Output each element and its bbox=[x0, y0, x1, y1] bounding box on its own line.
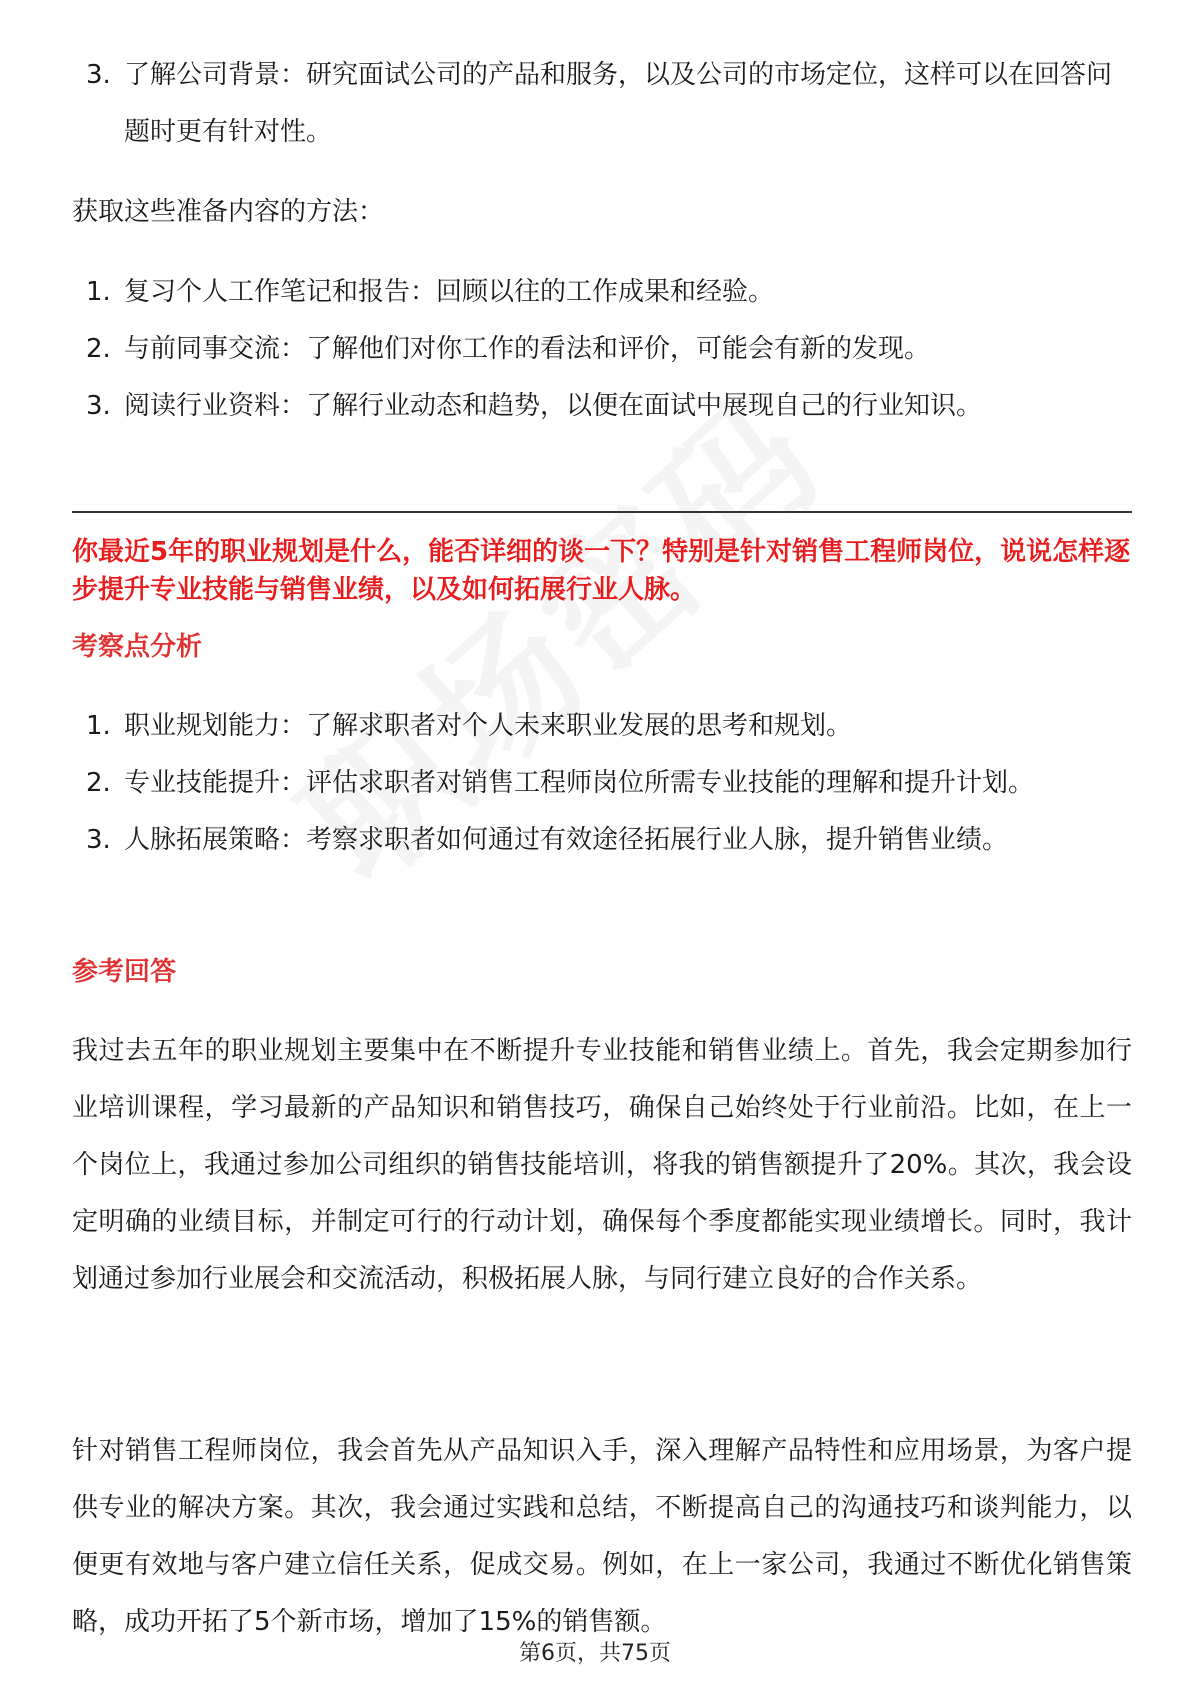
answer-paragraph: 针对销售工程师岗位，我会首先从产品知识入手，深入理解产品特性和应用场景，为客户提供专业的解决方案。其次，我会通过实践和总结，不断提高自己的沟通技巧和谈判能力，以便更有效地与客户建立信任关系，促成交易。例如，在上一家公司，我通过不断优化销售策略，成功开拓了5个新市场，增加了15%的销售额。 bbox=[72, 1436, 1132, 1637]
list-item bbox=[72, 47, 1132, 161]
list-item bbox=[72, 378, 1132, 435]
list-number: 1. bbox=[86, 277, 111, 307]
list-item bbox=[72, 755, 1132, 812]
list-item bbox=[72, 321, 1132, 378]
list-number: 1. bbox=[86, 711, 111, 741]
analysis-list bbox=[72, 698, 1132, 869]
interview-question: 你最近5年的职业规划是什么，能否详细的谈一下？特别是针对销售工程师岗位，说说怎样逐步提升专业技能与销售业绩，以及如何拓展行业人脉。 bbox=[72, 537, 1131, 605]
page-footer: 第6页，共75页 bbox=[519, 1641, 671, 1666]
answer-paragraph: 我过去五年的职业规划主要集中在不断提升专业技能和销售业绩上。首先，我会定期参加行业培训课程，学习最新的产品知识和销售技巧，确保自己始终处于行业前沿。比如，在上一个岗位上，我通过参加公司组织的销售技能培训，将我的销售额提升了20%。其次，我会设定明确的业绩目标，并制定可行的行动计划，确保每个季度都能实现业绩增长。同时，我计划通过参加行业展会和交流活动，积极拓展人脉，与同行建立良好的合作关系。 bbox=[72, 1036, 1132, 1294]
list-number: 3. bbox=[86, 825, 111, 855]
list-text: 职业规划能力：了解求职者对个人未来职业发展的思考和规划。 bbox=[124, 711, 853, 741]
list-number: 3. bbox=[86, 60, 111, 90]
background-list bbox=[72, 47, 1132, 161]
list-item bbox=[72, 812, 1132, 869]
analysis-heading: 考察点分析 bbox=[72, 632, 203, 662]
list-text: 复习个人工作笔记和报告：回顾以往的工作成果和经验。 bbox=[124, 277, 775, 307]
list-number: 2. bbox=[86, 768, 111, 798]
list-item bbox=[72, 698, 1132, 755]
list-text: 专业技能提升：评估求职者对销售工程师岗位所需专业技能的理解和提升计划。 bbox=[124, 768, 1035, 798]
section-divider bbox=[72, 511, 1132, 513]
list-text: 阅读行业资料：了解行业动态和趋势，以便在面试中展现自己的行业知识。 bbox=[124, 391, 983, 421]
list-item bbox=[72, 264, 1132, 321]
answer-heading: 参考回答 bbox=[72, 957, 177, 987]
methods-list bbox=[72, 264, 1132, 435]
list-number: 2. bbox=[86, 334, 111, 364]
methods-intro: 获取这些准备内容的方法： bbox=[72, 197, 385, 227]
list-text: 了解公司背景：研究面试公司的产品和服务，以及公司的市场定位，这样可以在回答问题时更有针对性。 bbox=[124, 60, 1113, 147]
list-number: 3. bbox=[86, 391, 111, 421]
list-text: 与前同事交流：了解他们对你工作的看法和评价，可能会有新的发现。 bbox=[124, 334, 931, 364]
list-text: 人脉拓展策略：考察求职者如何通过有效途径拓展行业人脉，提升销售业绩。 bbox=[124, 825, 1009, 855]
